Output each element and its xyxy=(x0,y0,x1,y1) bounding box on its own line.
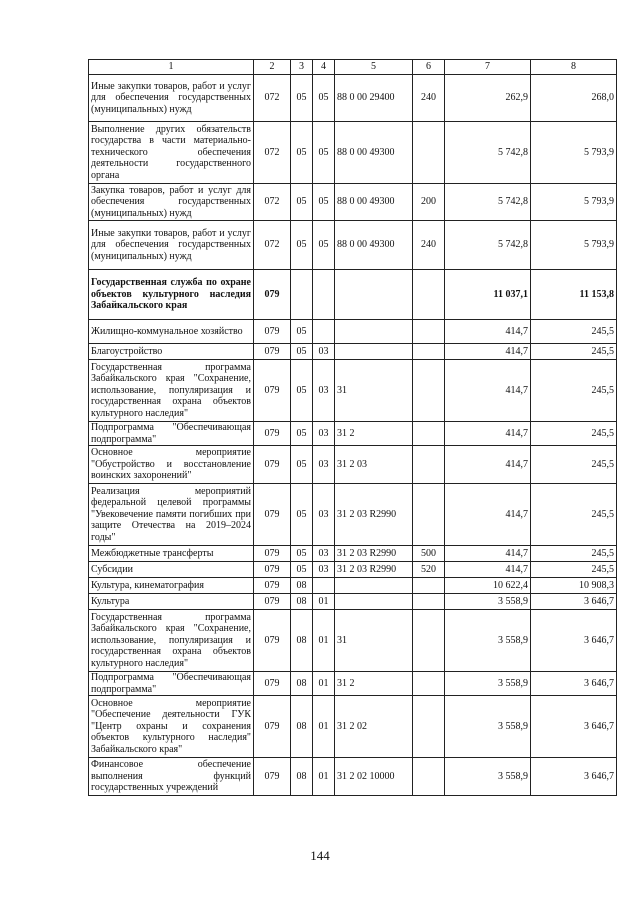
row-name-cell: Культура xyxy=(89,594,254,610)
table-row xyxy=(89,221,617,270)
row-c8-cell: 3 646,7 xyxy=(531,672,617,696)
row-name-cell: Субсидии xyxy=(89,562,254,578)
row-name-cell: Культура, кинематография xyxy=(89,578,254,594)
row-c3-cell: 05 xyxy=(291,184,313,221)
row-c3-cell: 05 xyxy=(291,344,313,360)
row-name-cell: Выполнение других обязательств государства в части материально-технического обеспечения деятельности государственного органа xyxy=(89,122,254,184)
row-c6-cell xyxy=(413,422,445,446)
budget-table xyxy=(88,59,617,796)
row-c4-cell: 01 xyxy=(313,672,335,696)
table-row xyxy=(89,360,617,422)
row-c7-cell: 5 742,8 xyxy=(445,184,531,221)
row-c4-cell: 05 xyxy=(313,122,335,184)
row-c7-cell: 5 742,8 xyxy=(445,221,531,270)
row-c5-cell: 31 2 03 R2990 xyxy=(335,562,413,578)
row-name-cell: Иные закупки товаров, работ и услуг для обеспечения государственных (муниципальных) нужд xyxy=(89,75,254,122)
row-c2-cell: 072 xyxy=(254,75,291,122)
row-c5-cell xyxy=(335,344,413,360)
table-row xyxy=(89,422,617,446)
row-name-cell: Закупка товаров, работ и услуг для обеспечения государственных (муниципальных) нужд xyxy=(89,184,254,221)
row-c6-cell: 240 xyxy=(413,221,445,270)
row-c5-cell: 31 2 xyxy=(335,672,413,696)
row-c8-cell: 245,5 xyxy=(531,344,617,360)
row-c7-cell: 414,7 xyxy=(445,422,531,446)
row-c7-cell: 414,7 xyxy=(445,562,531,578)
row-c3-cell: 05 xyxy=(291,484,313,546)
table-header-row xyxy=(89,60,617,75)
row-c8-cell: 5 793,9 xyxy=(531,184,617,221)
row-c2-cell: 079 xyxy=(254,610,291,672)
row-c6-cell xyxy=(413,122,445,184)
row-name-cell: Государственная служба по охране объектов культурного наследия Забайкальского края xyxy=(89,270,254,320)
row-c6-cell: 500 xyxy=(413,546,445,562)
row-c5-cell xyxy=(335,594,413,610)
header-col-2: 2 xyxy=(254,60,291,75)
table-row xyxy=(89,184,617,221)
row-c7-cell: 414,7 xyxy=(445,446,531,484)
row-c7-cell: 414,7 xyxy=(445,484,531,546)
row-c7-cell: 414,7 xyxy=(445,320,531,344)
table-row xyxy=(89,594,617,610)
row-c8-cell: 5 793,9 xyxy=(531,221,617,270)
row-c6-cell: 240 xyxy=(413,75,445,122)
row-c7-cell: 414,7 xyxy=(445,360,531,422)
row-c4-cell xyxy=(313,320,335,344)
row-c6-cell: 520 xyxy=(413,562,445,578)
row-c4-cell: 03 xyxy=(313,484,335,546)
row-name-cell: Реализация мероприятий федеральной целевой программы "Увековечение памяти погибших при защите Отечества на 2019–2024 годы" xyxy=(89,484,254,546)
row-c3-cell: 08 xyxy=(291,672,313,696)
row-c8-cell: 245,5 xyxy=(531,484,617,546)
row-c2-cell: 079 xyxy=(254,320,291,344)
row-c5-cell: 88 0 00 49300 xyxy=(335,221,413,270)
row-c7-cell: 5 742,8 xyxy=(445,122,531,184)
table-row xyxy=(89,672,617,696)
row-c2-cell: 079 xyxy=(254,484,291,546)
row-c8-cell: 3 646,7 xyxy=(531,610,617,672)
table-row xyxy=(89,446,617,484)
row-c2-cell: 079 xyxy=(254,758,291,796)
row-c2-cell: 079 xyxy=(254,360,291,422)
row-c2-cell: 079 xyxy=(254,446,291,484)
row-name-cell: Иные закупки товаров, работ и услуг для обеспечения государственных (муниципальных) нужд xyxy=(89,221,254,270)
row-name-cell: Основное мероприятие "Обустройство и восстановление воинских захоронений" xyxy=(89,446,254,484)
row-c3-cell: 05 xyxy=(291,546,313,562)
row-c4-cell xyxy=(313,578,335,594)
row-c3-cell xyxy=(291,270,313,320)
row-c5-cell: 31 xyxy=(335,610,413,672)
row-c4-cell: 03 xyxy=(313,446,335,484)
row-c3-cell: 05 xyxy=(291,75,313,122)
row-c6-cell xyxy=(413,578,445,594)
row-c7-cell: 10 622,4 xyxy=(445,578,531,594)
row-c3-cell: 05 xyxy=(291,122,313,184)
row-c6-cell xyxy=(413,696,445,758)
header-col-4: 4 xyxy=(313,60,335,75)
row-c2-cell: 079 xyxy=(254,562,291,578)
row-c2-cell: 072 xyxy=(254,221,291,270)
table-row xyxy=(89,270,617,320)
row-c4-cell: 03 xyxy=(313,360,335,422)
row-c3-cell: 08 xyxy=(291,594,313,610)
row-c8-cell: 245,5 xyxy=(531,422,617,446)
row-c7-cell: 3 558,9 xyxy=(445,672,531,696)
row-c8-cell: 245,5 xyxy=(531,360,617,422)
row-c7-cell: 414,7 xyxy=(445,546,531,562)
row-c4-cell: 05 xyxy=(313,221,335,270)
row-name-cell: Подпрограмма "Обеспечивающая подпрограмма" xyxy=(89,672,254,696)
table-row xyxy=(89,122,617,184)
row-c6-cell: 200 xyxy=(413,184,445,221)
header-col-8: 8 xyxy=(531,60,617,75)
row-c3-cell: 08 xyxy=(291,610,313,672)
row-c3-cell: 05 xyxy=(291,221,313,270)
row-c6-cell xyxy=(413,484,445,546)
header-col-7: 7 xyxy=(445,60,531,75)
table-row xyxy=(89,578,617,594)
row-c3-cell: 05 xyxy=(291,562,313,578)
row-c6-cell xyxy=(413,360,445,422)
table-row xyxy=(89,344,617,360)
header-col-1: 1 xyxy=(89,60,254,75)
row-c2-cell: 079 xyxy=(254,578,291,594)
row-c7-cell: 262,9 xyxy=(445,75,531,122)
row-c6-cell xyxy=(413,758,445,796)
row-c5-cell: 88 0 00 29400 xyxy=(335,75,413,122)
row-c8-cell: 11 153,8 xyxy=(531,270,617,320)
row-c4-cell: 03 xyxy=(313,344,335,360)
row-c3-cell: 08 xyxy=(291,578,313,594)
row-c2-cell: 079 xyxy=(254,594,291,610)
row-c2-cell: 072 xyxy=(254,184,291,221)
table-row xyxy=(89,758,617,796)
row-c4-cell: 03 xyxy=(313,562,335,578)
row-c5-cell xyxy=(335,578,413,594)
row-c8-cell: 3 646,7 xyxy=(531,758,617,796)
row-c8-cell: 10 908,3 xyxy=(531,578,617,594)
row-c6-cell xyxy=(413,446,445,484)
row-c7-cell: 3 558,9 xyxy=(445,758,531,796)
row-name-cell: Благоустройство xyxy=(89,344,254,360)
row-c5-cell xyxy=(335,320,413,344)
row-c3-cell: 05 xyxy=(291,422,313,446)
row-c3-cell: 08 xyxy=(291,758,313,796)
row-c8-cell: 3 646,7 xyxy=(531,696,617,758)
table-row xyxy=(89,320,617,344)
table-row xyxy=(89,562,617,578)
row-name-cell: Межбюджетные трансферты xyxy=(89,546,254,562)
row-name-cell: Финансовое обеспечение выполнения функций государственных учреждений xyxy=(89,758,254,796)
row-c2-cell: 079 xyxy=(254,422,291,446)
row-c6-cell xyxy=(413,320,445,344)
row-name-cell: Государственная программа Забайкальского края "Сохранение, использование, популяризация и государственная охрана объектов культурного наследия" xyxy=(89,360,254,422)
row-c6-cell xyxy=(413,672,445,696)
row-c6-cell xyxy=(413,270,445,320)
row-c6-cell xyxy=(413,594,445,610)
table-row xyxy=(89,75,617,122)
table-row xyxy=(89,696,617,758)
row-c5-cell: 31 2 03 R2990 xyxy=(335,484,413,546)
row-c5-cell: 31 xyxy=(335,360,413,422)
row-c7-cell: 3 558,9 xyxy=(445,696,531,758)
row-c5-cell: 31 2 02 xyxy=(335,696,413,758)
row-c8-cell: 268,0 xyxy=(531,75,617,122)
row-c2-cell: 079 xyxy=(254,672,291,696)
row-c4-cell: 05 xyxy=(313,75,335,122)
table-row xyxy=(89,546,617,562)
header-col-5: 5 xyxy=(335,60,413,75)
row-c3-cell: 08 xyxy=(291,696,313,758)
table-body xyxy=(89,75,617,796)
page-number: 144 xyxy=(310,848,330,863)
row-c3-cell: 05 xyxy=(291,320,313,344)
row-c4-cell: 01 xyxy=(313,610,335,672)
row-c5-cell: 31 2 03 xyxy=(335,446,413,484)
row-c2-cell: 079 xyxy=(254,696,291,758)
row-c6-cell xyxy=(413,610,445,672)
row-c4-cell: 01 xyxy=(313,594,335,610)
row-c5-cell: 31 2 03 R2990 xyxy=(335,546,413,562)
row-c4-cell xyxy=(313,270,335,320)
row-c5-cell: 31 2 02 10000 xyxy=(335,758,413,796)
row-c4-cell: 01 xyxy=(313,758,335,796)
row-c4-cell: 03 xyxy=(313,422,335,446)
row-c7-cell: 11 037,1 xyxy=(445,270,531,320)
row-c8-cell: 245,5 xyxy=(531,446,617,484)
row-name-cell: Основное мероприятие "Обеспечение деятельности ГУК "Центр охраны и сохранения объектов культурного наследия" Забайкальского края" xyxy=(89,696,254,758)
row-c8-cell: 3 646,7 xyxy=(531,594,617,610)
row-c3-cell: 05 xyxy=(291,360,313,422)
table-row xyxy=(89,484,617,546)
row-c5-cell: 88 0 00 49300 xyxy=(335,122,413,184)
header-col-3: 3 xyxy=(291,60,313,75)
row-c8-cell: 5 793,9 xyxy=(531,122,617,184)
row-c8-cell: 245,5 xyxy=(531,320,617,344)
row-c4-cell: 01 xyxy=(313,696,335,758)
header-col-6: 6 xyxy=(413,60,445,75)
row-c7-cell: 3 558,9 xyxy=(445,610,531,672)
row-c2-cell: 079 xyxy=(254,270,291,320)
row-c2-cell: 079 xyxy=(254,546,291,562)
row-c8-cell: 245,5 xyxy=(531,546,617,562)
row-c7-cell: 3 558,9 xyxy=(445,594,531,610)
row-c6-cell xyxy=(413,344,445,360)
row-c3-cell: 05 xyxy=(291,446,313,484)
row-c2-cell: 072 xyxy=(254,122,291,184)
row-name-cell: Государственная программа Забайкальского края "Сохранение, использование, популяризация и государственная охрана объектов культурного наследия" xyxy=(89,610,254,672)
row-c5-cell: 88 0 00 49300 xyxy=(335,184,413,221)
row-c2-cell: 079 xyxy=(254,344,291,360)
table-row xyxy=(89,610,617,672)
row-name-cell: Жилищно-коммунальное хозяйство xyxy=(89,320,254,344)
row-c5-cell xyxy=(335,270,413,320)
row-c7-cell: 414,7 xyxy=(445,344,531,360)
row-name-cell: Подпрограмма "Обеспечивающая подпрограмма" xyxy=(89,422,254,446)
row-c4-cell: 03 xyxy=(313,546,335,562)
row-c5-cell: 31 2 xyxy=(335,422,413,446)
row-c4-cell: 05 xyxy=(313,184,335,221)
row-c8-cell: 245,5 xyxy=(531,562,617,578)
